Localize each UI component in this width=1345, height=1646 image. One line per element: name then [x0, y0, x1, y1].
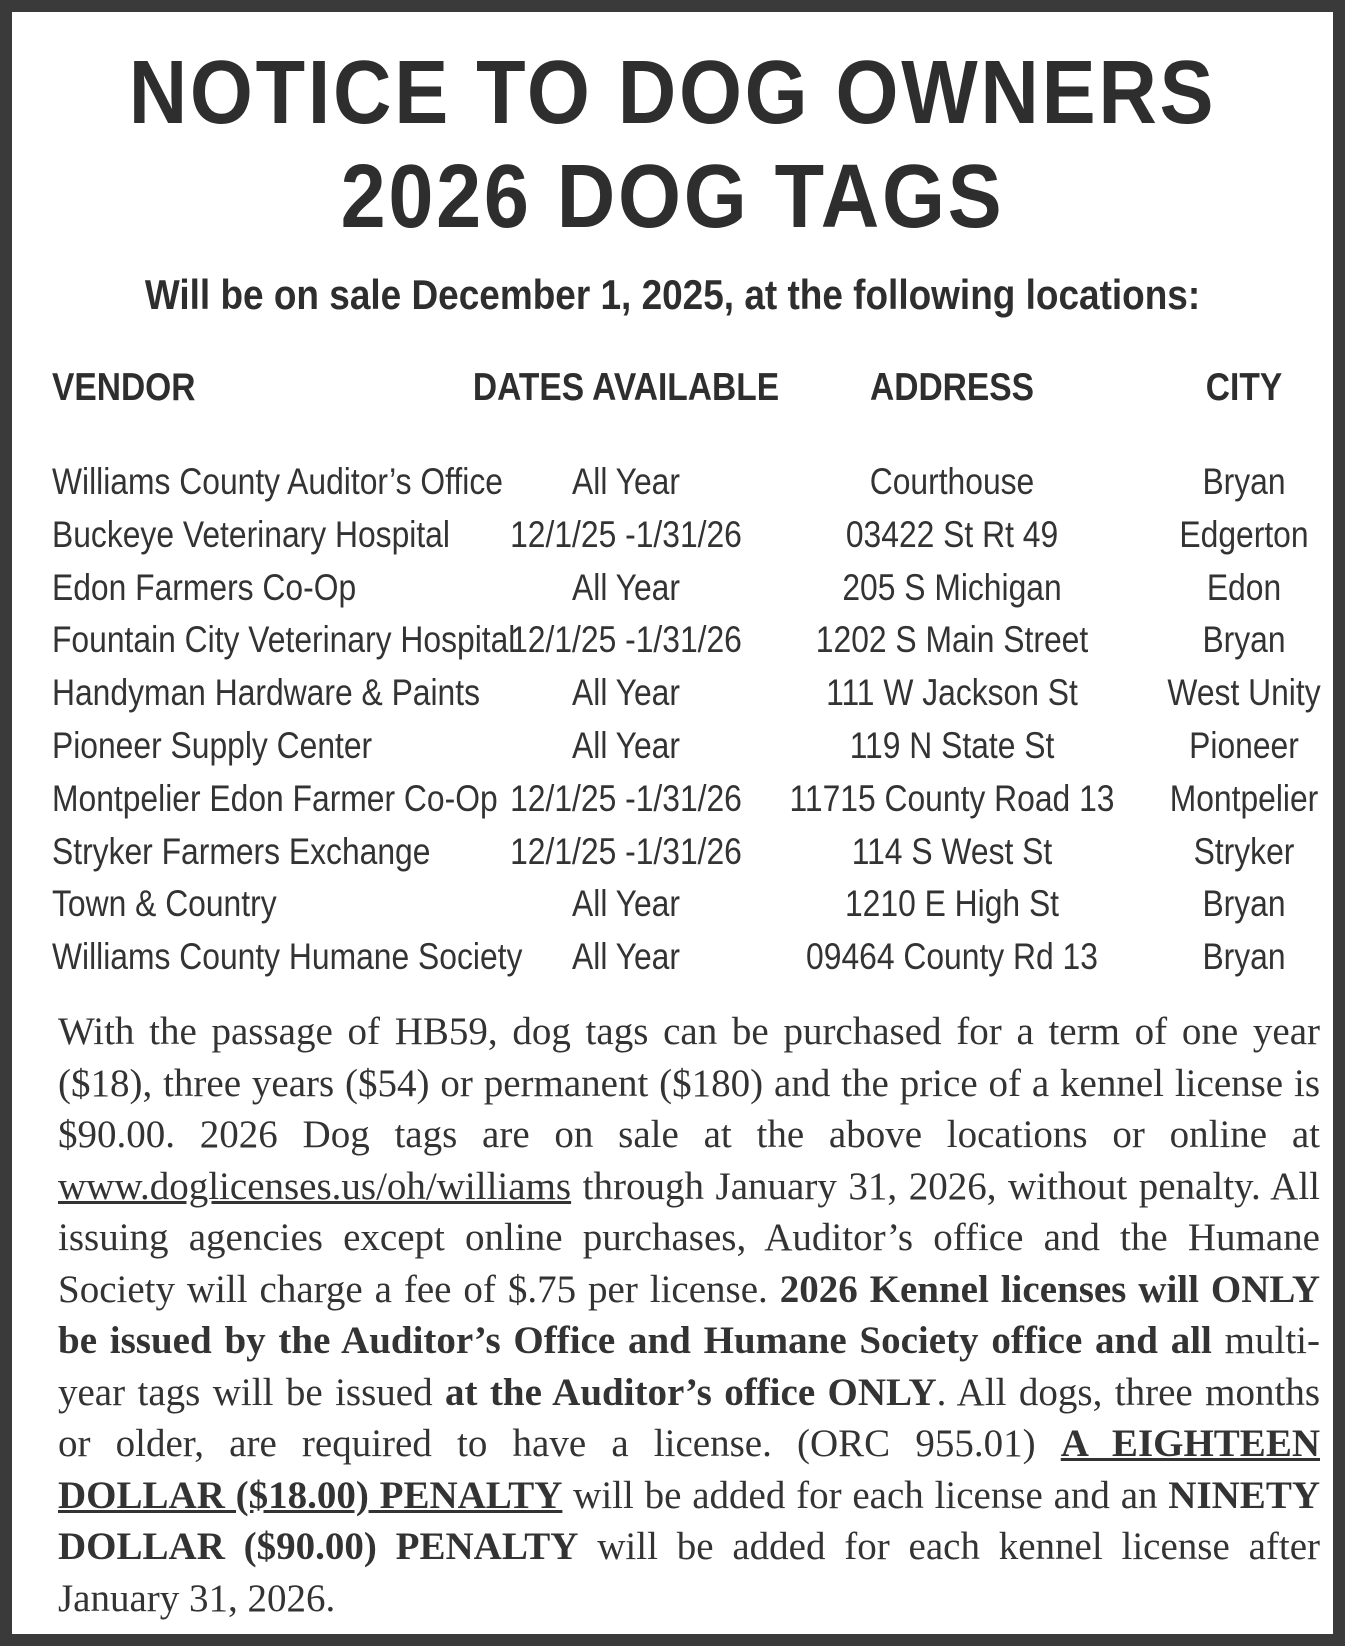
sale-date-line: Will be on sale December 1, 2025, at the following locations: — [144, 271, 1201, 318]
dates-cell: All Year — [572, 724, 680, 766]
address-cell: 119 N State St — [849, 724, 1055, 766]
city-cell: Bryan — [1202, 619, 1286, 661]
city-cell: Bryan — [1202, 883, 1286, 925]
vendor-cell: Handyman Hardware & Paints — [52, 672, 481, 714]
dates-cell: All Year — [572, 883, 680, 925]
column-header-address: ADDRESS — [869, 366, 1035, 409]
table-row — [12, 667, 1333, 720]
column-header-vendor: VENDOR — [52, 366, 196, 409]
online-license-link[interactable]: www.doglicenses.us/oh/williams — [58, 1164, 572, 1208]
dates-cell: All Year — [572, 672, 680, 714]
dates-cell: All Year — [572, 461, 680, 502]
vendor-table — [12, 456, 1333, 984]
body-text-1: With the passage of HB59, dog tags can be purchased for a term of one year ($18), three years ($54) or permanent ($180) and the price of a kennel license is $90.00. 2026 Dog tags are on sale at the above locations or online at — [58, 1010, 1320, 1156]
city-cell: West Unity — [1167, 672, 1321, 714]
license-penalty-emphasis: A EIGHTEEN DOLLAR ($18.00) PENALTY — [58, 1422, 1320, 1517]
notice-title: NOTICE TO DOG OWNERS — [128, 43, 1217, 143]
city-cell: Bryan — [1202, 936, 1286, 978]
column-header-dates: DATES AVAILABLE — [472, 366, 780, 409]
table-row — [12, 509, 1333, 562]
table-row — [12, 773, 1333, 826]
dates-cell: 12/1/25 -1/31/26 — [510, 830, 742, 872]
city-cell: Montpelier — [1169, 777, 1319, 819]
city-cell: Bryan — [1202, 461, 1286, 502]
body-text-5: will be added for each license and an — [562, 1473, 1169, 1517]
vendor-cell: Edon Farmers Co-Op — [52, 566, 357, 608]
vendor-cell: Town & Country — [52, 883, 277, 925]
address-cell: 1202 S Main Street — [815, 619, 1089, 661]
dates-cell: 12/1/25 -1/31/26 — [510, 777, 742, 819]
vendor-cell: Stryker Farmers Exchange — [52, 830, 431, 872]
address-cell: 03422 St Rt 49 — [845, 513, 1059, 555]
body-text-6: will be added for each kennel license after January 31, 2026. — [58, 1525, 1320, 1620]
table-row — [12, 456, 1333, 509]
city-cell: Edgerton — [1179, 513, 1309, 555]
table-row — [12, 614, 1333, 667]
address-cell: 11715 County Road 13 — [789, 777, 1115, 819]
body-text-3: multi-year tags will be issued — [58, 1319, 1320, 1414]
address-cell: 111 W Jackson St — [826, 672, 1078, 714]
vendor-cell: Montpelier Edon Farmer Co-Op — [52, 777, 498, 819]
dates-cell: All Year — [572, 566, 680, 608]
table-row — [12, 878, 1333, 931]
table-row — [12, 562, 1333, 615]
notice-subtitle-tags: 2026 DOG TAGS — [340, 147, 1005, 247]
column-header-city: CITY — [1205, 366, 1283, 409]
city-cell: Stryker — [1193, 830, 1295, 872]
city-cell: Pioneer — [1189, 724, 1299, 766]
address-cell: 1210 E High St — [844, 883, 1060, 925]
table-row — [12, 826, 1333, 879]
dates-cell: 12/1/25 -1/31/26 — [510, 619, 742, 661]
body-text-4: . All dogs, three months or older, are required to have a license. (ORC 955.01) — [58, 1370, 1320, 1465]
vendor-cell: Buckeye Veterinary Hospital — [52, 513, 450, 555]
table-row — [12, 720, 1333, 773]
vendor-cell: Williams County Auditor’s Office — [52, 461, 503, 502]
table-row — [12, 931, 1333, 984]
vendor-cell: Williams County Humane Society — [52, 936, 523, 978]
kennel-penalty-emphasis: NINETY DOLLAR ($90.00) PENALTY — [58, 1473, 1320, 1568]
dates-cell: 12/1/25 -1/31/26 — [510, 513, 742, 555]
auditor-office-emphasis: at the Auditor’s office ONLY — [445, 1370, 937, 1414]
city-cell: Edon — [1206, 566, 1282, 608]
vendor-cell: Pioneer Supply Center — [52, 724, 373, 766]
address-cell: 09464 County Rd 13 — [806, 936, 1098, 978]
kennel-license-emphasis: 2026 Kennel licenses will ONLY be issued by the Auditor’s Office and Humane Society office and all — [58, 1267, 1320, 1362]
notice-body-paragraph — [58, 1006, 1320, 1624]
vendor-cell: Fountain City Veterinary Hospital — [52, 619, 516, 661]
address-cell: 114 S West St — [851, 830, 1053, 872]
body-text-2: through January 31, 2026, without penalty. All issuing agencies except online purchases, Auditor’s office and the Humane Society will charge a fee of $.75 per license. — [58, 1164, 1320, 1311]
address-cell: Courthouse — [869, 461, 1035, 502]
address-cell: 205 S Michigan — [842, 566, 1062, 608]
dates-cell: All Year — [572, 936, 680, 978]
